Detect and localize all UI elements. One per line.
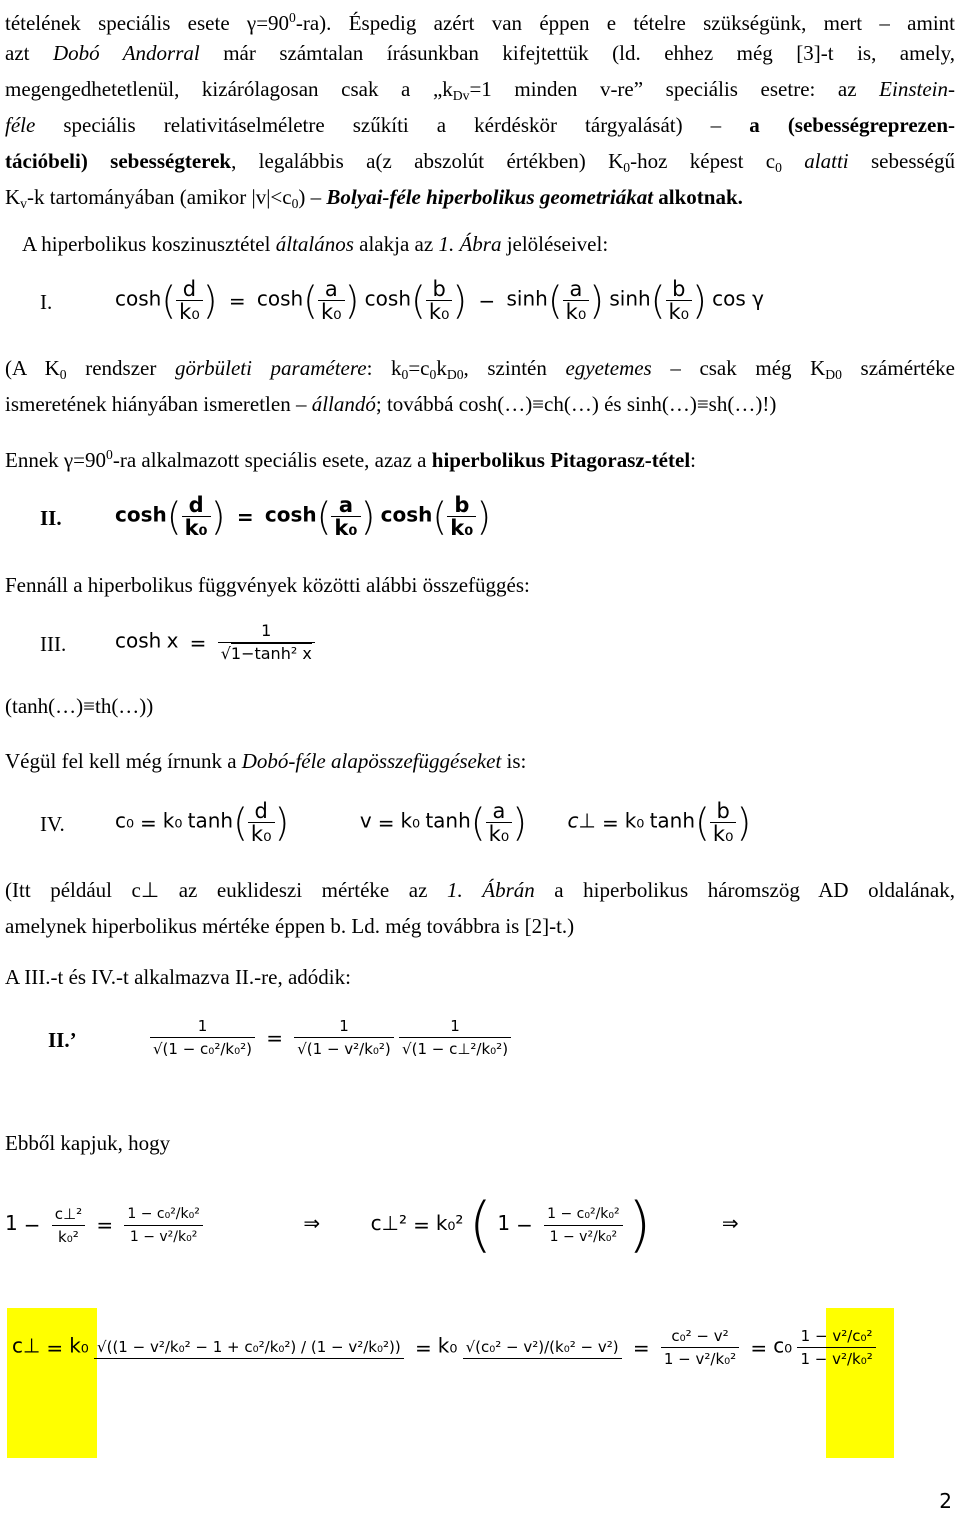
equation-label: III. xyxy=(40,632,67,656)
text-line: Fennáll a hiperbolikus függvények közötti alábbi összefüggés: xyxy=(5,573,530,597)
text-line: (Itt például c⊥ az euklideszi mértéke az 1. Ábrán a hiperbolikus háromszög AD oldalának, xyxy=(5,878,955,902)
equation-pythagoras-velocity: $\frac{1}{\text{√(1 − c₀²/k₀²)}}$ = $\frac{1}{\text{√(1 − v²/k₀²)}}$ $\frac{1}{\text{√(1 − c⊥²/k₀²)}}$ xyxy=(150,1015,511,1060)
equation-cosh-tanh: cosh x = $\frac{1}{\text{√1−tanh² x}}$ xyxy=(115,620,315,665)
text-line: amelynek hiperbolikus mértéke éppen b. Ld. még továbbra is [2]-t.) xyxy=(5,914,575,938)
equation-label: II. xyxy=(40,506,62,530)
equation-label: IV. xyxy=(40,812,65,836)
text-line: (tanh(…)≡th(…)) xyxy=(5,694,154,718)
text-line: megengedhetetlenül, kizárólagosan csak a $„k_{Dv}=1$ minden v-re” speciális esetre: az Einstein- xyxy=(5,77,955,104)
page-number: 2 xyxy=(939,1489,952,1513)
equation-final-result: c⊥ = k₀ √((1 − v²/k₀² − 1 + c₀²/k₀²) / (1 − v²/k₀²)) = k₀ √(c₀² − v²)/(k₀² − v²) = $\frac{\text{c₀² − v²}}{\text{1 − v²/k₀²}}$ = c₀ $\frac{\text{1 − v²/c₀²}}{\text{1 − v²/k₀²}}$ xyxy=(12,1325,876,1370)
text-line: azt Dobó Andorral már számtalan írásunkban kifejtettük (ld. ehhez még [3]-t is, amely, xyxy=(5,41,955,65)
equation-derivation: 1 − $\frac{\text{c⊥²}}{\text{k₀²}}$ = $\frac{\text{1 − c₀²/k₀²}}{\text{1 − v²/k₀²}}$ ⇒ c⊥² = k₀² ( 1 − $\frac{\text{1 − c₀²/k₀²}}{\text{1 − v²/k₀²}}$ ) ⇒ xyxy=(5,1190,739,1260)
equation-pythagoras: cosh( $\frac{d}{\text{k₀}}$ ) = cosh( $\frac{a}{\text{k₀}}$ ) cosh( $\frac{b}{\text{k₀}}$ ) xyxy=(115,493,492,540)
equation-dobo-relations: c₀ = k₀ tanh( $\frac{d}{\text{k₀}}$ ) v = k₀ tanh( $\frac{a}{\text{k₀}}$ ) c⊥ = k₀ tanh( $\frac{b}{\text{k₀}}$ ) xyxy=(115,799,752,846)
text-line: Ebből kapjuk, hogy xyxy=(5,1131,171,1155)
equation-label: I. xyxy=(40,290,53,314)
text-line: $K_v-k$ tartományában (amikor $|v|<c_0$) – Bolyai-féle hiperbolikus geometriákat alkotnak. xyxy=(5,185,743,212)
equation-cosine-law: cosh( $\frac{d}{\text{k₀}}$ ) = cosh( $\frac{a}{\text{k₀}}$ ) cosh( $\frac{b}{\text{k₀}}$ ) − sinh( $\frac{a}{\text{k₀}}$ ) sinh( $\frac{b}{\text{k₀}}$ ) cos γ xyxy=(115,277,765,324)
text-line: (A $K_0$ rendszer görbületi paramétere: $k_0=c_0k_{D0}$, szintén egyetemes – csak még $K_{D0}$ számértéke xyxy=(5,356,955,383)
text-line: A hiperbolikus koszinusztétel általános alakja az 1. Ábra jelöléseivel: xyxy=(22,232,609,256)
text-line: tételének speciális esete $\gamma=90^0-ra$). Éspedig azért van éppen e tételre szükségünk, mert – amint xyxy=(5,10,955,36)
equation-label: II.’ xyxy=(48,1028,77,1052)
text-line: ismeretének hiányában ismeretlen – állandó; továbbá cosh(…)≡ch(…) és sinh(…)≡sh(…)!) xyxy=(5,392,777,416)
text-line: A III.-t és IV.-t alkalmazva II.-re, adódik: xyxy=(5,965,351,989)
text-line: tációbeli) sebességterek, legalábbis a(z abszolút értékben) $K_0$-hoz képest $c_0$ alatti sebességű xyxy=(5,149,955,176)
text-line: féle speciális relativitáselméletre szűkíti a kérdéskör tárgyalását) – a (sebességreprezen- xyxy=(5,113,955,137)
text-line: Végül fel kell még írnunk a Dobó-féle alapösszefüggéseket is: xyxy=(5,749,527,773)
text-line: Ennek $\gamma=90^0-ra$ alkalmazott speciális esete, azaz a hiperbolikus Pitagorasz-tétel: xyxy=(5,447,696,473)
